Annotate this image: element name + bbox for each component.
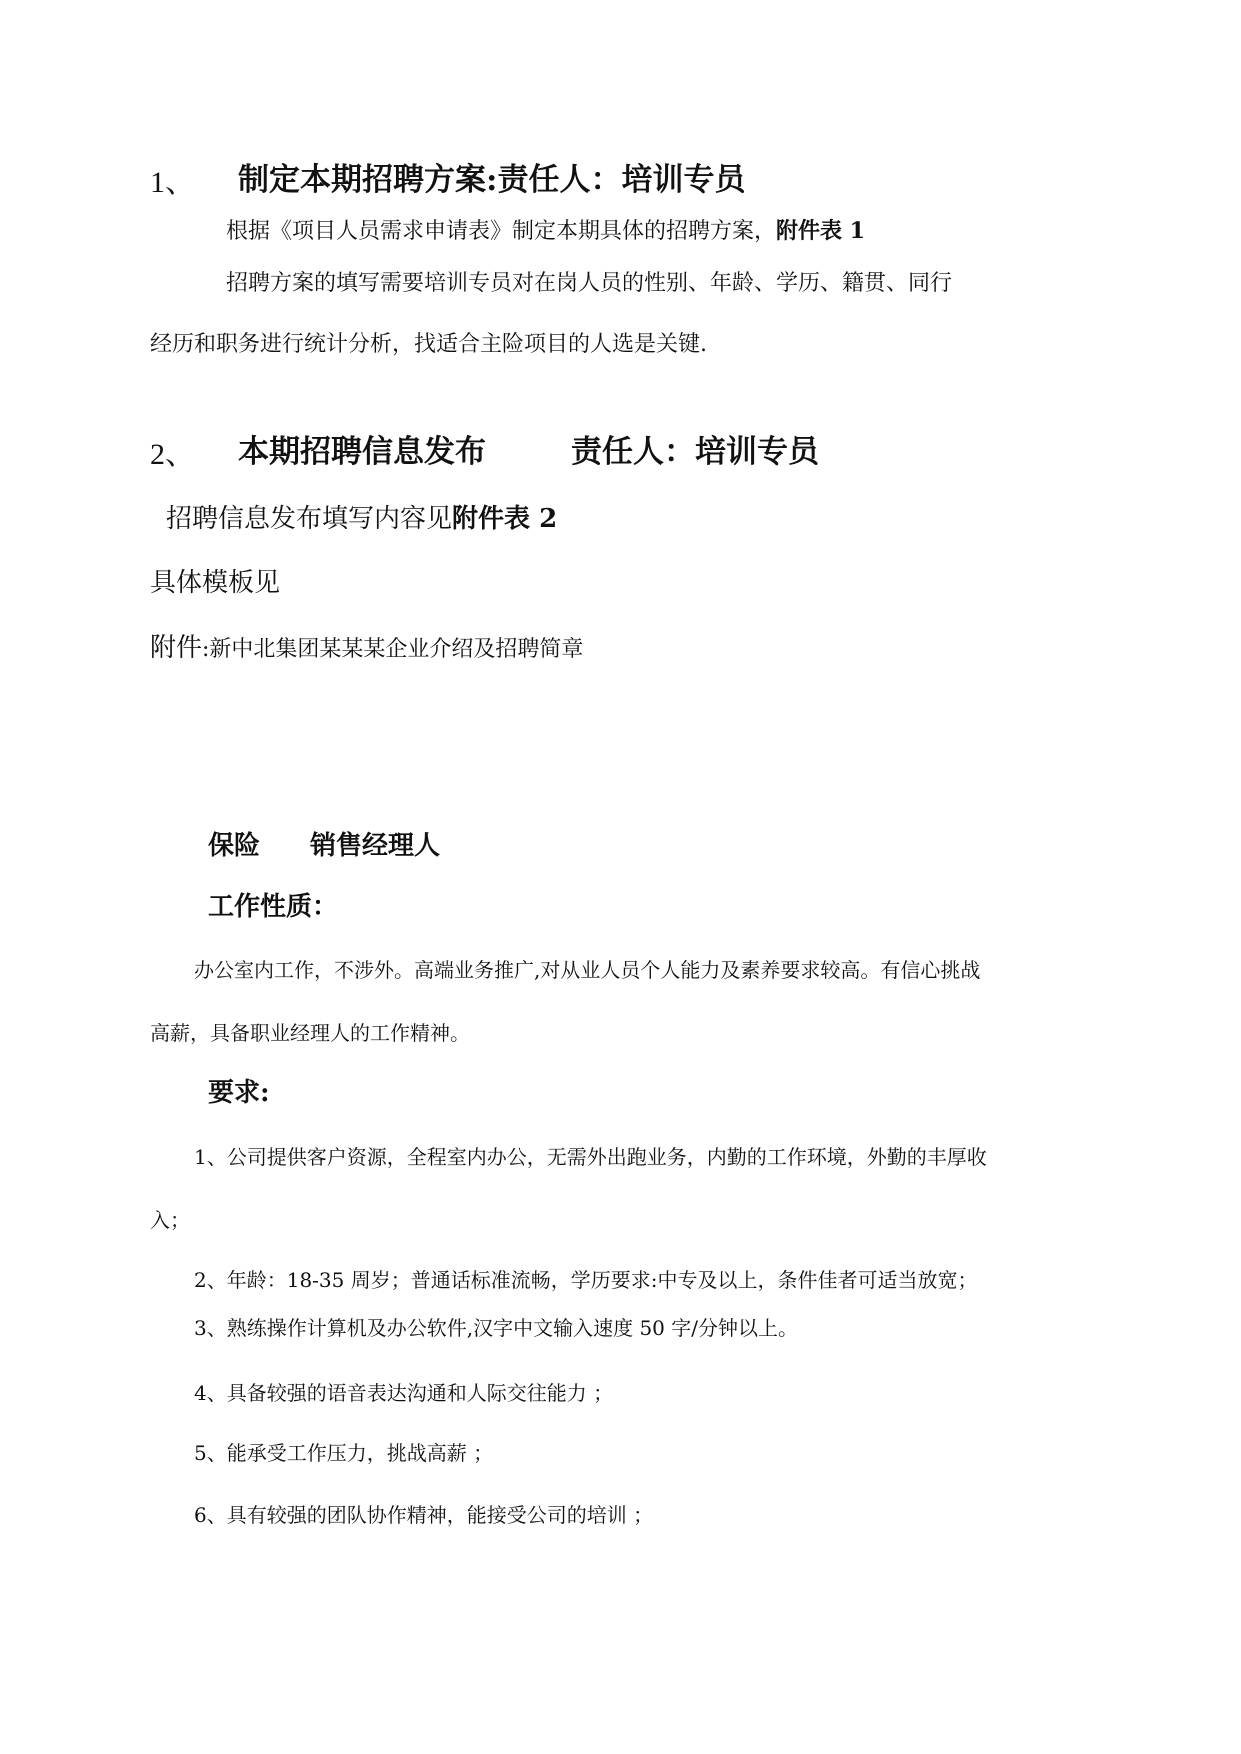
job-category: 保险 bbox=[208, 831, 261, 861]
job-nature-heading: 工作性质： bbox=[208, 892, 339, 922]
job-requirements-heading: 要求: bbox=[208, 1078, 270, 1108]
section1-line1-text: 根据《项目人员需求申请表》制定本期具体的招聘方案， bbox=[226, 219, 777, 244]
job-req6: 6、具有较强的团队协作精神，能接受公司的培训 ； bbox=[194, 1503, 654, 1527]
section2-line3-prefix: 附件 bbox=[150, 633, 203, 663]
section2-line1-text: 招聘信息发布填写内容见 bbox=[166, 504, 453, 534]
job-position: 销售经理人 bbox=[310, 831, 441, 861]
job-req3: 3、熟练操作计算机及办公软件,汉字中文输入速度 50 字/分钟以上。 bbox=[194, 1316, 798, 1340]
section1-para-line2: 经历和职务进行统计分析，找适合主险项目的人选是关键. bbox=[150, 332, 707, 357]
job-nature-line1: 办公室内工作，不涉外。高端业务推广,对从业人员个人能力及素养要求较高。有信心挑战 bbox=[194, 958, 981, 982]
job-req1-line2: 入； bbox=[150, 1208, 190, 1232]
section1-attachment-1: 附件表 1 bbox=[776, 218, 865, 244]
job-nature-line2: 高薪，具备职业经理人的工作精神。 bbox=[150, 1021, 470, 1045]
section2-line3-text: :新中北集团某某某企业介绍及招聘简章 bbox=[202, 637, 584, 662]
section2-line1 bbox=[166, 506, 557, 532]
job-req1-line1: 1、公司提供客户资源，全程室内办公，无需外出跑业务，内勤的工作环境，外勤的丰厚收 bbox=[194, 1145, 987, 1169]
section2-number: 2、 bbox=[150, 438, 195, 471]
section1-line1 bbox=[226, 220, 865, 243]
section1-title: 制定本期招聘方案:责任人：培训专员 bbox=[238, 162, 746, 198]
job-req4: 4、具备较强的语音表达沟通和人际交往能力 ； bbox=[194, 1381, 614, 1405]
section2-attachment-2: 附件表 2 bbox=[452, 504, 558, 534]
section1-number: 1、 bbox=[150, 166, 195, 199]
section2-title: 本期招聘信息发布 bbox=[238, 434, 486, 470]
section1-para-line1: 招聘方案的填写需要培训专员对在岗人员的性别、年龄、学历、籍贯、同行 bbox=[226, 271, 953, 296]
job-req5: 5、能承受工作压力，挑战高薪 ； bbox=[194, 1441, 494, 1465]
section2-responsible: 责任人：培训专员 bbox=[571, 434, 819, 470]
job-req2: 2、年龄：18-35 周岁；普通话标准流畅，学历要求:中专及以上，条件佳者可适当放宽； bbox=[194, 1268, 978, 1292]
section2-line2: 具体模板见 bbox=[150, 568, 281, 598]
section2-line3 bbox=[150, 635, 583, 661]
